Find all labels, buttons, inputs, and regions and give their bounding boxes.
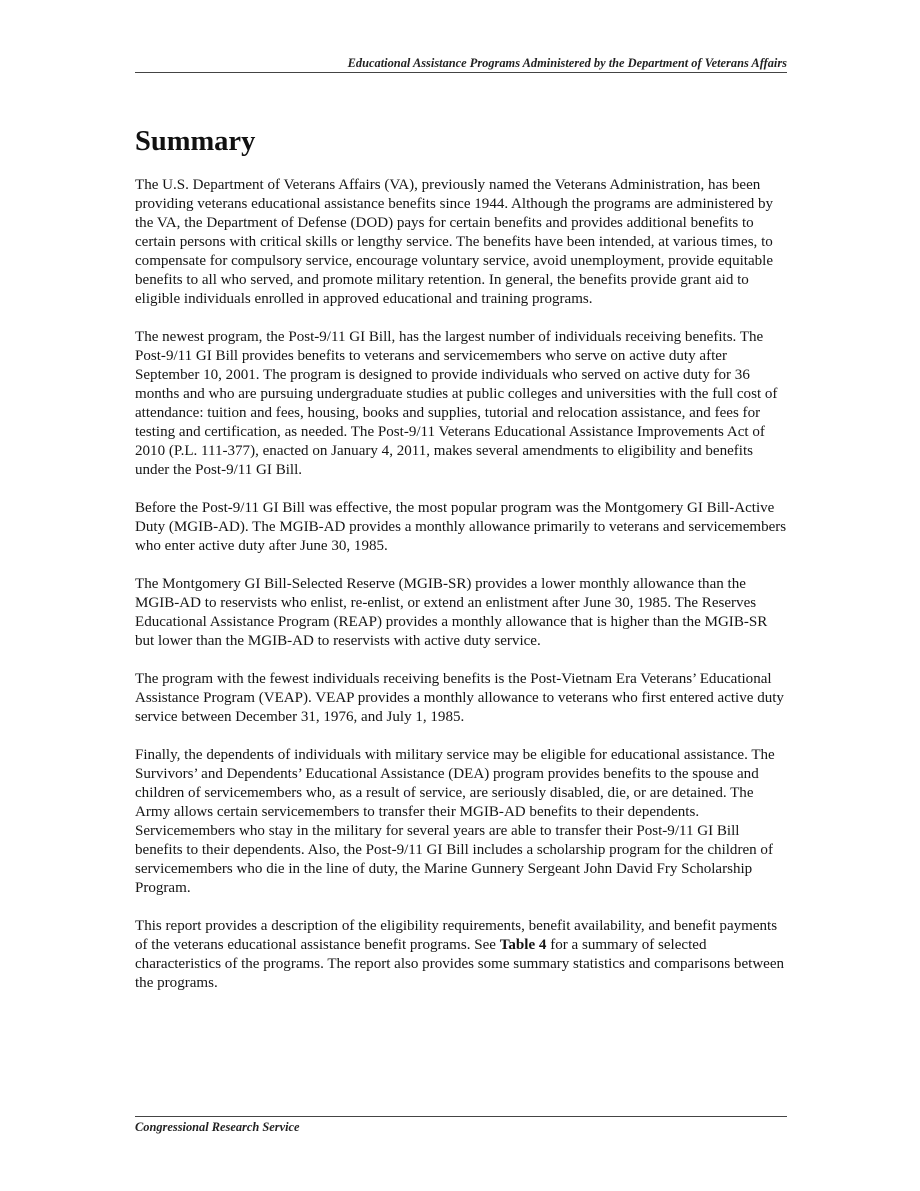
footer-source: Congressional Research Service — [135, 1120, 300, 1134]
paragraph-veap: The program with the fewest individuals receiving benefits is the Post-Vietnam Era Veterans’ Educational Assistance Program (VEAP). VEAP provides a monthly allowance to veterans who first entered active duty service between December 31, 1976, and July 1, 1985. — [135, 671, 784, 725]
running-header: Educational Assistance Programs Administered by the Department of Veterans Affairs — [347, 56, 787, 70]
paragraph-report-scope — [135, 917, 787, 993]
report-scope-text-before: This report provides a description of the eligibility requirements, benefit availability, and benefit payments of the veterans educational assistance benefit programs. See — [135, 918, 778, 953]
summary-body — [135, 176, 787, 1012]
paragraph-mgib-sr-reap: The Montgomery GI Bill-Selected Reserve (MGIB-SR) provides a lower monthly allowance than the MGIB-AD to reservists who enlist, re-enlist, or extend an enlistment after June 30, 1985. The Reserves Educational Assistance Program (REAP) provides a monthly allowance that is higher than the MGIB-SR but lower than the MGIB-AD to reservists with active duty service. — [135, 576, 768, 649]
page-title: Summary — [135, 126, 256, 157]
paragraph-va-history: The U.S. Department of Veterans Affairs (VA), previously named the Veterans Administration, has been providing veterans educational assistance benefits since 1944. Although the programs are administered by the VA, the Department of Defense (DOD) pays for certain benefits and provides additional benefits to certain persons with critical skills or lengthy service. The benefits have been intended, at various times, to compensate for compulsory service, encourage voluntary service, avoid unemployment, provide equitable benefits to all who served, and promote military retention. In general, the benefits provide grant aid to eligible individuals enrolled in approved educational and training programs. — [135, 177, 774, 307]
report-scope-text-after: for a summary of selected characteristics of the programs. The report also provides some summary statistics and comparisons between the programs. — [135, 937, 785, 991]
table-4-reference[interactable]: Table 4 — [499, 937, 547, 953]
paragraph-mgib-ad: Before the Post-9/11 GI Bill was effective, the most popular program was the Montgomery GI Bill-Active Duty (MGIB-AD). The MGIB-AD provides a monthly allowance primarily to veterans and servicemembers who enter active duty after June 30, 1985. — [135, 500, 787, 554]
paragraph-post-911-gi-bill: The newest program, the Post-9/11 GI Bill, has the largest number of individuals receiving benefits. The Post-9/11 GI Bill provides benefits to veterans and servicemembers who serve on active duty after September 10, 2001. The program is designed to provide individuals who served on active duty for 36 months and who are pursuing undergraduate studies at public colleges and universities with the full cost of attendance: tuition and fees, housing, books and supplies, tutorial and relocation assistance, and fees for testing and certification, as needed. The Post-9/11 Veterans Educational Assistance Improvements Act of 2010 (P.L. 111-377), enacted on January 4, 2011, makes several amendments to eligibility and benefits under the Post-9/11 GI Bill. — [135, 329, 778, 478]
header-rule — [135, 72, 787, 73]
footer-rule — [135, 1116, 787, 1117]
paragraph-dependents: Finally, the dependents of individuals with military service may be eligible for educational assistance. The Survivors’ and Dependents’ Educational Assistance (DEA) program provides benefits to the spouse and children of servicemembers who, as a result of service, are seriously disabled, die, or are detained. The Army allows certain servicemembers to transfer their MGIB-AD benefits to their dependents. Servicemembers who stay in the military for several years are able to transfer their Post-9/11 GI Bill benefits to their dependents. Also, the Post-9/11 GI Bill includes a scholarship program for the children of servicemembers who die in the line of duty, the Marine Gunnery Sergeant John David Fry Scholarship Program. — [135, 747, 775, 896]
